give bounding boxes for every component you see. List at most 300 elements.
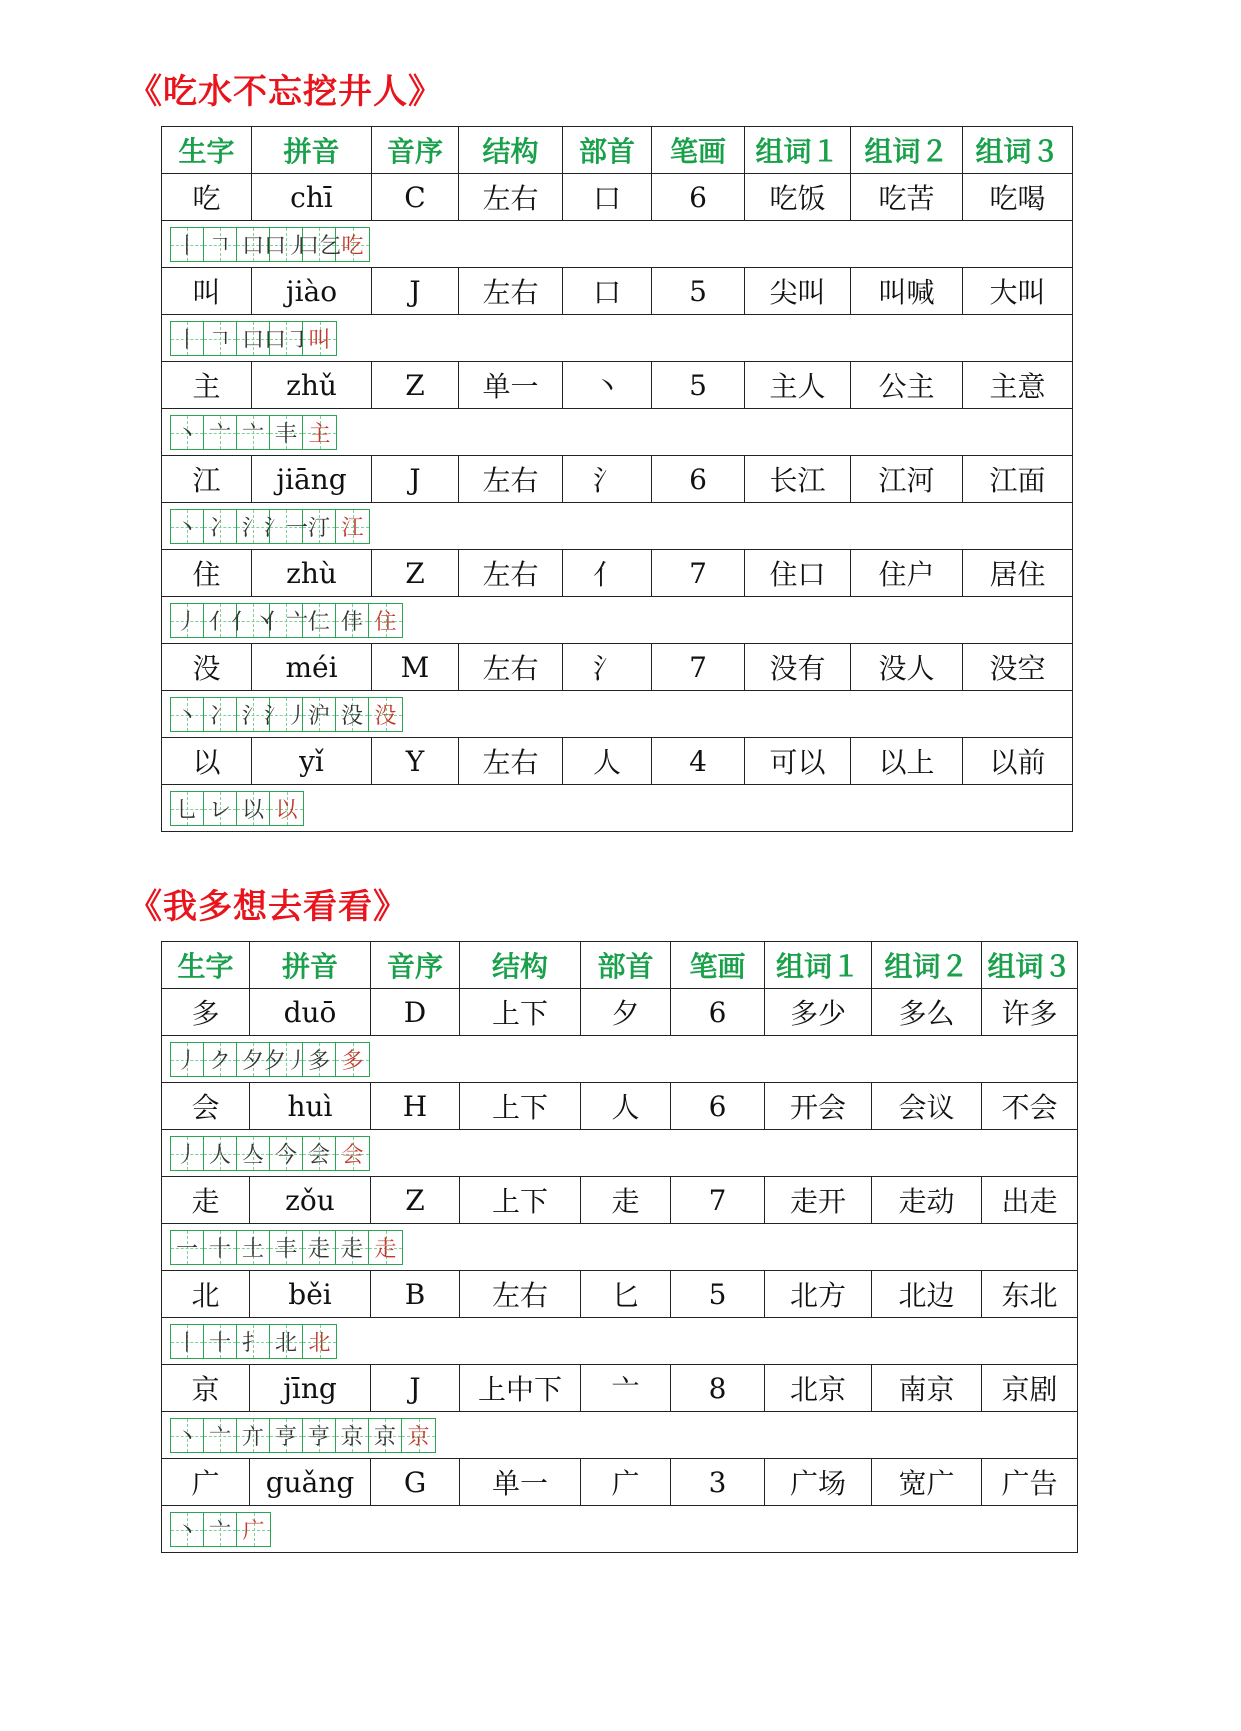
tian-grid-box xyxy=(171,1137,204,1170)
stroke-step: 亨 xyxy=(307,1425,330,1450)
stroke-step: 氵 xyxy=(241,704,264,729)
tian-grid-box xyxy=(171,416,204,449)
pinyin-cell: méi xyxy=(252,644,372,691)
tian-grid-box xyxy=(237,416,270,449)
initial-cell: Z xyxy=(371,1177,460,1224)
radical-cell: 氵 xyxy=(563,456,652,503)
pinyin-cell: huì xyxy=(250,1083,371,1130)
word-cell: 北京 xyxy=(765,1365,872,1412)
word-cell: 许多 xyxy=(982,989,1078,1036)
stroke-order-cell xyxy=(162,597,1073,644)
pinyin-cell: zhǔ xyxy=(252,362,372,409)
word-cell: 以上 xyxy=(851,738,963,785)
stroke-step: 会 xyxy=(307,1143,330,1168)
tian-grid-box xyxy=(171,228,204,261)
structure-cell: 单一 xyxy=(459,362,563,409)
stroke-count-cell: 4 xyxy=(652,738,745,785)
stroke-step: 氵 xyxy=(241,516,264,541)
stroke-order-row xyxy=(162,597,1073,644)
radical-cell: 走 xyxy=(581,1177,671,1224)
tian-grid-box xyxy=(171,510,204,543)
word-cell: 没空 xyxy=(963,644,1073,691)
stroke-count-cell: 3 xyxy=(671,1459,765,1506)
structure-cell: 单一 xyxy=(460,1459,581,1506)
radical-cell: 口 xyxy=(563,174,652,221)
stroke-count-cell: 6 xyxy=(652,174,745,221)
radical-cell: 亻 xyxy=(563,550,652,597)
stroke-step: 丨 xyxy=(175,1331,198,1356)
structure-cell: 上中下 xyxy=(460,1365,581,1412)
stroke-step: 扌 xyxy=(241,1331,264,1356)
tian-grid-box xyxy=(303,1043,336,1076)
stroke-step: 汀 xyxy=(307,516,330,541)
column-header: 组词２ xyxy=(872,942,982,989)
char-cell: 叫 xyxy=(162,268,252,315)
stroke-step: 亠 xyxy=(241,422,264,447)
table-row xyxy=(162,268,1073,315)
tian-grid-box xyxy=(171,698,204,731)
tian-grid-box xyxy=(264,604,309,637)
stroke-order-row xyxy=(162,1506,1078,1553)
column-header: 拼音 xyxy=(252,127,372,174)
stroke-step: 口乞 xyxy=(297,234,342,259)
stroke-step: 没 xyxy=(374,704,397,729)
stroke-step: 京 xyxy=(340,1425,363,1450)
tian-grid-box xyxy=(264,510,309,543)
stroke-step: 丿 xyxy=(175,1143,198,1168)
word-cell: 北方 xyxy=(765,1271,872,1318)
radical-cell: 亠 xyxy=(581,1365,671,1412)
lesson-title-2: 《我多想去看看》 xyxy=(128,887,408,927)
column-header: 音序 xyxy=(372,127,459,174)
initial-cell: Y xyxy=(372,738,459,785)
initial-cell: H xyxy=(371,1083,460,1130)
tian-grid-box xyxy=(369,698,402,731)
tian-grid-box xyxy=(204,510,237,543)
radical-cell: 人 xyxy=(563,738,652,785)
column-header: 生字 xyxy=(162,127,252,174)
initial-cell: Z xyxy=(372,362,459,409)
stroke-step: 夕丿 xyxy=(264,1049,309,1074)
stroke-step: 乚 xyxy=(175,798,198,823)
stroke-step: 丿 xyxy=(175,1049,198,1074)
tian-grid-box xyxy=(204,228,237,261)
stroke-order-row xyxy=(162,1412,1078,1459)
char-cell: 江 xyxy=(162,456,252,503)
table-row xyxy=(162,989,1078,1036)
word-cell: 多么 xyxy=(872,989,982,1036)
stroke-order-row xyxy=(162,1318,1078,1365)
pinyin-cell: chī xyxy=(252,174,372,221)
stroke-step: 十 xyxy=(208,1331,231,1356)
table-row xyxy=(162,362,1073,409)
tian-grid-box xyxy=(171,604,204,637)
stroke-step: 多 xyxy=(341,1049,364,1074)
stroke-step: 口 xyxy=(241,234,264,259)
word-cell: 南京 xyxy=(872,1365,982,1412)
stroke-order-row xyxy=(162,1130,1078,1177)
word-cell: 不会 xyxy=(982,1083,1078,1130)
stroke-step: 广 xyxy=(242,1519,265,1544)
stroke-step: 吃 xyxy=(341,234,364,259)
structure-cell: 左右 xyxy=(459,644,563,691)
column-header: 组词１ xyxy=(745,127,851,174)
stroke-step: 亣 xyxy=(241,1425,264,1450)
tian-grid-box xyxy=(204,416,237,449)
tian-grid-box xyxy=(264,698,309,731)
tian-grid-box xyxy=(270,1231,303,1264)
stroke-step: 会 xyxy=(341,1143,364,1168)
tian-grid-box xyxy=(204,322,237,355)
stroke-step: 口丿 xyxy=(264,234,309,259)
char-cell: 多 xyxy=(162,989,250,1036)
stroke-count-cell: 6 xyxy=(652,456,745,503)
stroke-step: 丶 xyxy=(175,1519,198,1544)
pinyin-cell: yǐ xyxy=(252,738,372,785)
char-cell: 会 xyxy=(162,1083,250,1130)
stroke-step: 氵一 xyxy=(264,516,309,541)
initial-cell: C xyxy=(372,174,459,221)
tian-grid-box xyxy=(237,1325,270,1358)
tian-grid-box xyxy=(204,1043,237,1076)
tian-grid-box xyxy=(336,1231,369,1264)
char-cell: 广 xyxy=(162,1459,250,1506)
stroke-order-grid xyxy=(170,227,370,262)
stroke-step: 北 xyxy=(308,1331,331,1356)
stroke-step: 丶 xyxy=(175,516,198,541)
stroke-step: 以 xyxy=(241,798,264,823)
stroke-order-cell xyxy=(162,785,1073,832)
word-cell: 江河 xyxy=(851,456,963,503)
word-cell: 没人 xyxy=(851,644,963,691)
stroke-count-cell: 8 xyxy=(671,1365,765,1412)
stroke-order-row xyxy=(162,221,1073,268)
pinyin-cell: běi xyxy=(250,1271,371,1318)
structure-cell: 左右 xyxy=(459,550,563,597)
structure-cell: 左右 xyxy=(459,456,563,503)
word-cell: 广告 xyxy=(982,1459,1078,1506)
pinyin-cell: duō xyxy=(250,989,371,1036)
stroke-step: 亠 xyxy=(208,422,231,447)
tian-grid-box xyxy=(270,1137,303,1170)
radical-cell: 夕 xyxy=(581,989,671,1036)
stroke-order-cell xyxy=(162,1506,1078,1553)
stroke-step: 亠 xyxy=(208,1519,231,1544)
column-header: 拼音 xyxy=(250,942,371,989)
word-cell: 吃喝 xyxy=(963,174,1073,221)
stroke-step: 一 xyxy=(175,1237,198,1262)
word-cell: 走开 xyxy=(765,1177,872,1224)
stroke-step: 住 xyxy=(374,610,397,635)
word-cell: 没有 xyxy=(745,644,851,691)
structure-cell: 左右 xyxy=(459,738,563,785)
word-cell: 广场 xyxy=(765,1459,872,1506)
stroke-order-cell xyxy=(162,221,1073,268)
tian-grid-box xyxy=(270,792,303,825)
word-cell: 开会 xyxy=(765,1083,872,1130)
word-cell: 京剧 xyxy=(982,1365,1078,1412)
stroke-step: 仹 xyxy=(340,610,363,635)
stroke-count-cell: 5 xyxy=(652,268,745,315)
stroke-step: 土 xyxy=(241,1237,264,1262)
column-header: 笔画 xyxy=(671,942,765,989)
stroke-step: 叫 xyxy=(308,328,331,353)
tian-grid-box xyxy=(336,1137,369,1170)
tian-grid-box xyxy=(270,416,303,449)
pinyin-cell: zǒu xyxy=(250,1177,371,1224)
stroke-step: 北 xyxy=(274,1331,297,1356)
tian-grid-box xyxy=(336,1043,369,1076)
stroke-count-cell: 7 xyxy=(652,644,745,691)
stroke-order-grid xyxy=(170,791,304,826)
word-cell: 主人 xyxy=(745,362,851,409)
stroke-order-grid xyxy=(170,1418,436,1453)
column-header: 结构 xyxy=(460,942,581,989)
word-cell: 住口 xyxy=(745,550,851,597)
radical-cell: 匕 xyxy=(581,1271,671,1318)
word-cell: 可以 xyxy=(745,738,851,785)
tian-grid-box xyxy=(204,1513,237,1546)
stroke-order-grid xyxy=(170,509,370,544)
tian-grid-box xyxy=(171,322,204,355)
stroke-step: 沪 xyxy=(307,704,330,729)
tian-grid-box xyxy=(369,1419,402,1452)
stroke-step: ク xyxy=(208,1049,231,1074)
stroke-order-cell xyxy=(162,315,1073,362)
word-cell: 走动 xyxy=(872,1177,982,1224)
table-row xyxy=(162,738,1073,785)
stroke-order-cell xyxy=(162,1036,1078,1083)
structure-cell: 左右 xyxy=(459,174,563,221)
structure-cell: 左右 xyxy=(460,1271,581,1318)
initial-cell: J xyxy=(372,456,459,503)
pinyin-cell: jiào xyxy=(252,268,372,315)
structure-cell: 左右 xyxy=(459,268,563,315)
char-cell: 京 xyxy=(162,1365,250,1412)
char-cell: 吃 xyxy=(162,174,252,221)
tian-grid-box xyxy=(204,792,237,825)
word-cell: 吃饭 xyxy=(745,174,851,221)
tian-grid-box xyxy=(237,792,270,825)
initial-cell: M xyxy=(372,644,459,691)
stroke-step: 十 xyxy=(208,1237,231,1262)
stroke-count-cell: 7 xyxy=(652,550,745,597)
stroke-step: 丨 xyxy=(175,328,198,353)
tian-grid-box xyxy=(204,1419,237,1452)
stroke-order-row xyxy=(162,315,1073,362)
stroke-step: 京 xyxy=(373,1425,396,1450)
stroke-step: 走 xyxy=(374,1237,397,1262)
column-header: 结构 xyxy=(459,127,563,174)
tian-grid-box xyxy=(369,1231,402,1264)
stroke-order-grid xyxy=(170,1512,271,1547)
column-header: 生字 xyxy=(162,942,250,989)
tian-grid-box xyxy=(336,698,369,731)
word-cell: 长江 xyxy=(745,456,851,503)
stroke-step: 丶 xyxy=(175,704,198,729)
stroke-step: 冫 xyxy=(208,704,231,729)
tian-grid-box xyxy=(297,228,342,261)
stroke-order-row xyxy=(162,409,1073,456)
stroke-step: 京 xyxy=(407,1425,430,1450)
header-row xyxy=(162,942,1078,989)
stroke-step: 亻亠 xyxy=(264,610,309,635)
tian-grid-box xyxy=(336,228,369,261)
tian-grid-box xyxy=(237,1231,270,1264)
column-header: 组词３ xyxy=(963,127,1073,174)
stroke-order-row xyxy=(162,691,1073,738)
tian-grid-box xyxy=(303,510,336,543)
tian-grid-box xyxy=(303,322,336,355)
stroke-order-cell xyxy=(162,1224,1078,1271)
lesson-title-1: 《吃水不忘挖井人》 xyxy=(128,72,443,112)
stroke-step: 𠃍 xyxy=(208,234,231,259)
initial-cell: J xyxy=(372,268,459,315)
tian-grid-box xyxy=(171,1043,204,1076)
tian-grid-box xyxy=(204,698,237,731)
stroke-step: 𠃍 xyxy=(208,328,231,353)
stroke-step: 丰 xyxy=(274,422,297,447)
stroke-step: 亨 xyxy=(274,1425,297,1450)
word-cell: 江面 xyxy=(963,456,1073,503)
stroke-step: 亻丶 xyxy=(231,610,276,635)
tian-grid-box xyxy=(303,698,336,731)
pinyin-cell: zhù xyxy=(252,550,372,597)
stroke-step: レ xyxy=(208,798,231,823)
radical-cell: 氵 xyxy=(563,644,652,691)
tian-grid-box xyxy=(171,1419,204,1452)
stroke-order-cell xyxy=(162,1130,1078,1177)
lesson-table-body xyxy=(162,127,1073,832)
word-cell: 居住 xyxy=(963,550,1073,597)
stroke-step: 亠 xyxy=(208,1425,231,1450)
column-header: 音序 xyxy=(371,942,460,989)
radical-cell: 丶 xyxy=(563,362,652,409)
column-header: 笔画 xyxy=(652,127,745,174)
table-row xyxy=(162,1083,1078,1130)
word-cell: 大叫 xyxy=(963,268,1073,315)
tian-grid-box xyxy=(336,604,369,637)
radical-cell: 口 xyxy=(563,268,652,315)
tian-grid-box xyxy=(303,1137,336,1170)
tian-grid-box xyxy=(270,1419,303,1452)
initial-cell: D xyxy=(371,989,460,1036)
stroke-count-cell: 5 xyxy=(652,362,745,409)
stroke-order-grid xyxy=(170,415,337,450)
stroke-step: 人 xyxy=(208,1143,231,1168)
word-cell: 尖叫 xyxy=(745,268,851,315)
char-cell: 没 xyxy=(162,644,252,691)
table-row xyxy=(162,1177,1078,1224)
pinyin-cell: jiāng xyxy=(252,456,372,503)
stroke-count-cell: 7 xyxy=(671,1177,765,1224)
stroke-order-grid xyxy=(170,1042,370,1077)
column-header: 部首 xyxy=(581,942,671,989)
char-cell: 北 xyxy=(162,1271,250,1318)
tian-grid-box xyxy=(237,1513,270,1546)
word-cell: 东北 xyxy=(982,1271,1078,1318)
pinyin-cell: guǎng xyxy=(250,1459,371,1506)
stroke-step: 以 xyxy=(275,798,298,823)
stroke-step: 丰 xyxy=(274,1237,297,1262)
stroke-step: 丿 xyxy=(175,610,198,635)
word-cell: 吃苦 xyxy=(851,174,963,221)
stroke-step: 江 xyxy=(341,516,364,541)
tian-grid-box xyxy=(171,1231,204,1264)
tian-grid-box xyxy=(270,1325,303,1358)
table-row xyxy=(162,1365,1078,1412)
column-header: 组词３ xyxy=(982,942,1078,989)
char-cell: 以 xyxy=(162,738,252,785)
table-row xyxy=(162,644,1073,691)
tian-grid-box xyxy=(171,792,204,825)
stroke-order-cell xyxy=(162,503,1073,550)
stroke-order-cell xyxy=(162,1318,1078,1365)
stroke-count-cell: 5 xyxy=(671,1271,765,1318)
initial-cell: J xyxy=(371,1365,460,1412)
lesson-table-1 xyxy=(161,126,1073,832)
tian-grid-box xyxy=(303,416,336,449)
tian-grid-box xyxy=(303,1419,336,1452)
table-row xyxy=(162,174,1073,221)
stroke-order-grid xyxy=(170,1230,403,1265)
tian-grid-box xyxy=(402,1419,435,1452)
tian-grid-box xyxy=(303,1325,336,1358)
stroke-step: 亻 xyxy=(208,610,231,635)
stroke-step: 多 xyxy=(307,1049,330,1074)
stroke-step: 仁 xyxy=(307,610,330,635)
stroke-order-row xyxy=(162,503,1073,550)
initial-cell: G xyxy=(371,1459,460,1506)
stroke-order-row xyxy=(162,1224,1078,1271)
word-cell: 叫喊 xyxy=(851,268,963,315)
column-header: 组词２ xyxy=(851,127,963,174)
stroke-count-cell: 6 xyxy=(671,1083,765,1130)
stroke-step: 走 xyxy=(307,1237,330,1262)
word-cell: 主意 xyxy=(963,362,1073,409)
tian-grid-box xyxy=(171,1513,204,1546)
word-cell: 出走 xyxy=(982,1177,1078,1224)
stroke-order-grid xyxy=(170,603,403,638)
header-row xyxy=(162,127,1073,174)
tian-grid-box xyxy=(336,1419,369,1452)
table-row xyxy=(162,456,1073,503)
stroke-step: 丶 xyxy=(175,1425,198,1450)
word-cell: 住户 xyxy=(851,550,963,597)
stroke-step: 丨 xyxy=(175,234,198,259)
lesson-table-2 xyxy=(161,941,1078,1553)
structure-cell: 上下 xyxy=(460,989,581,1036)
stroke-order-cell xyxy=(162,409,1073,456)
stroke-order-cell xyxy=(162,691,1073,738)
column-header: 部首 xyxy=(563,127,652,174)
tian-grid-box xyxy=(303,604,336,637)
stroke-step: 走 xyxy=(340,1237,363,1262)
lesson-table-body xyxy=(162,942,1078,1553)
tian-grid-box xyxy=(369,604,402,637)
stroke-step: 今 xyxy=(274,1143,297,1168)
stroke-order-grid xyxy=(170,1136,370,1171)
char-cell: 住 xyxy=(162,550,252,597)
tian-grid-box xyxy=(264,322,309,355)
pinyin-cell: jīng xyxy=(250,1365,371,1412)
stroke-order-grid xyxy=(170,1324,337,1359)
word-cell: 以前 xyxy=(963,738,1073,785)
tian-grid-box xyxy=(204,1325,237,1358)
structure-cell: 上下 xyxy=(460,1083,581,1130)
tian-grid-box xyxy=(204,1137,237,1170)
stroke-step: 夕 xyxy=(241,1049,264,1074)
